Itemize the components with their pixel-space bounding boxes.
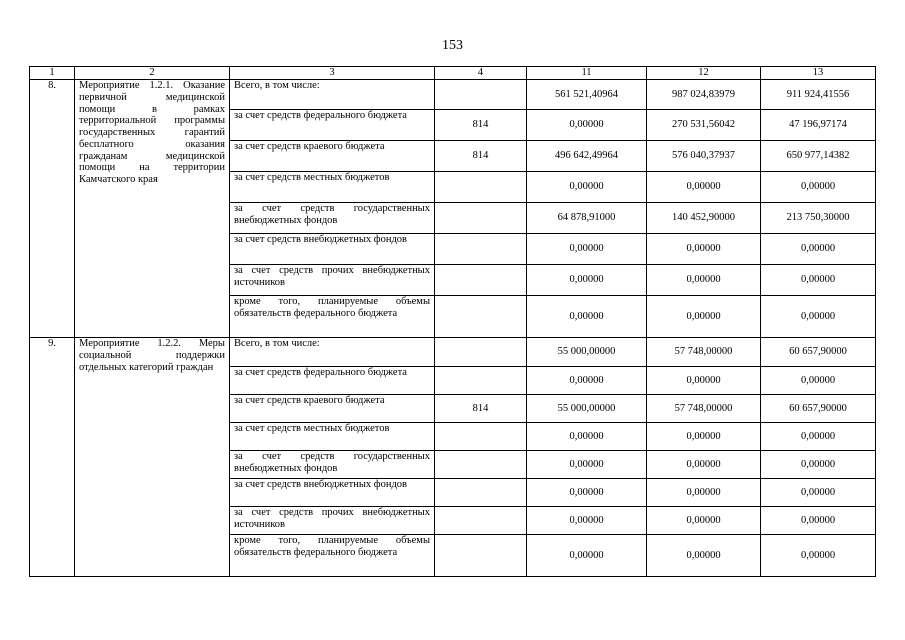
funding-source: Всего, в том числе: — [230, 338, 435, 367]
value-col-12: 0,00000 — [647, 234, 761, 265]
value-col-11: 0,00000 — [527, 110, 647, 141]
budget-code — [435, 203, 527, 234]
value-col-13: 0,00000 — [761, 479, 876, 507]
value-col-11: 0,00000 — [527, 423, 647, 451]
budget-code: 814 — [435, 395, 527, 423]
header-cell: 11 — [527, 67, 647, 80]
value-col-12: 0,00000 — [647, 535, 761, 577]
funding-source: за счет средств федерального бюджета — [230, 110, 435, 141]
funding-source: за счет средств прочих внебюджетных источников — [230, 265, 435, 296]
value-col-13: 47 196,97174 — [761, 110, 876, 141]
value-col-11: 561 521,40964 — [527, 80, 647, 110]
budget-code — [435, 423, 527, 451]
budget-table — [29, 66, 876, 577]
budget-code — [435, 338, 527, 367]
value-col-12: 0,00000 — [647, 172, 761, 203]
event-name: Мероприятие 1.2.1. Оказание первичной медицинской помощи в рамках территориальной программы государственных гарантий бесплатного оказания гражданам медицинской помощи на территории Камчатского края — [75, 80, 230, 338]
value-col-12: 0,00000 — [647, 367, 761, 395]
value-col-12: 0,00000 — [647, 451, 761, 479]
funding-source: за счет средств внебюджетных фондов — [230, 479, 435, 507]
header-cell: 3 — [230, 67, 435, 80]
value-col-13: 60 657,90000 — [761, 338, 876, 367]
value-col-13: 0,00000 — [761, 172, 876, 203]
value-col-11: 0,00000 — [527, 451, 647, 479]
value-col-11: 0,00000 — [527, 296, 647, 338]
budget-code: 814 — [435, 110, 527, 141]
value-col-11: 0,00000 — [527, 265, 647, 296]
table-row — [30, 338, 876, 367]
value-col-12: 0,00000 — [647, 479, 761, 507]
value-col-13: 0,00000 — [761, 451, 876, 479]
budget-code — [435, 507, 527, 535]
funding-source: за счет средств государственных внебюджетных фондов — [230, 203, 435, 234]
funding-source: за счет средств федерального бюджета — [230, 367, 435, 395]
funding-source: за счет средств местных бюджетов — [230, 172, 435, 203]
funding-source: за счет средств государственных внебюджетных фондов — [230, 451, 435, 479]
value-col-11: 0,00000 — [527, 234, 647, 265]
value-col-11: 0,00000 — [527, 367, 647, 395]
value-col-13: 0,00000 — [761, 535, 876, 577]
value-col-13: 0,00000 — [761, 234, 876, 265]
budget-code — [435, 296, 527, 338]
value-col-13: 0,00000 — [761, 296, 876, 338]
table-row — [30, 80, 876, 110]
header-cell: 13 — [761, 67, 876, 80]
funding-source: Всего, в том числе: — [230, 80, 435, 110]
funding-source: за счет средств краевого бюджета — [230, 141, 435, 172]
value-col-11: 0,00000 — [527, 535, 647, 577]
budget-code: 814 — [435, 141, 527, 172]
value-col-13: 213 750,30000 — [761, 203, 876, 234]
table-header-row — [30, 67, 876, 80]
header-cell: 2 — [75, 67, 230, 80]
value-col-13: 650 977,14382 — [761, 141, 876, 172]
value-col-13: 60 657,90000 — [761, 395, 876, 423]
budget-code — [435, 172, 527, 203]
value-col-12: 987 024,83979 — [647, 80, 761, 110]
value-col-13: 911 924,41556 — [761, 80, 876, 110]
value-col-11: 0,00000 — [527, 479, 647, 507]
funding-source: кроме того, планируемые объемы обязательств федерального бюджета — [230, 535, 435, 577]
value-col-13: 0,00000 — [761, 265, 876, 296]
value-col-12: 0,00000 — [647, 507, 761, 535]
value-col-12: 57 748,00000 — [647, 338, 761, 367]
header-cell: 1 — [30, 67, 75, 80]
value-col-11: 0,00000 — [527, 172, 647, 203]
value-col-11: 0,00000 — [527, 507, 647, 535]
budget-code — [435, 367, 527, 395]
budget-code — [435, 80, 527, 110]
header-cell: 4 — [435, 67, 527, 80]
value-col-12: 270 531,56042 — [647, 110, 761, 141]
value-col-12: 57 748,00000 — [647, 395, 761, 423]
value-col-11: 64 878,91000 — [527, 203, 647, 234]
funding-source: за счет средств внебюджетных фондов — [230, 234, 435, 265]
value-col-12: 140 452,90000 — [647, 203, 761, 234]
header-cell: 12 — [647, 67, 761, 80]
row-number: 9. — [30, 338, 75, 577]
value-col-13: 0,00000 — [761, 367, 876, 395]
funding-source: кроме того, планируемые объемы обязательств федерального бюджета — [230, 296, 435, 338]
value-col-13: 0,00000 — [761, 423, 876, 451]
value-col-12: 576 040,37937 — [647, 141, 761, 172]
value-col-12: 0,00000 — [647, 265, 761, 296]
budget-code — [435, 451, 527, 479]
page-number: 153 — [442, 38, 463, 53]
budget-code — [435, 535, 527, 577]
funding-source: за счет средств краевого бюджета — [230, 395, 435, 423]
funding-source: за счет средств прочих внебюджетных источников — [230, 507, 435, 535]
budget-code — [435, 234, 527, 265]
budget-code — [435, 479, 527, 507]
funding-source: за счет средств местных бюджетов — [230, 423, 435, 451]
budget-code — [435, 265, 527, 296]
value-col-13: 0,00000 — [761, 507, 876, 535]
value-col-11: 55 000,00000 — [527, 395, 647, 423]
value-col-12: 0,00000 — [647, 423, 761, 451]
value-col-11: 55 000,00000 — [527, 338, 647, 367]
value-col-11: 496 642,49964 — [527, 141, 647, 172]
event-name: Мероприятие 1.2.2. Меры социальной поддержки отдельных категорий граждан — [75, 338, 230, 577]
row-number: 8. — [30, 80, 75, 338]
value-col-12: 0,00000 — [647, 296, 761, 338]
